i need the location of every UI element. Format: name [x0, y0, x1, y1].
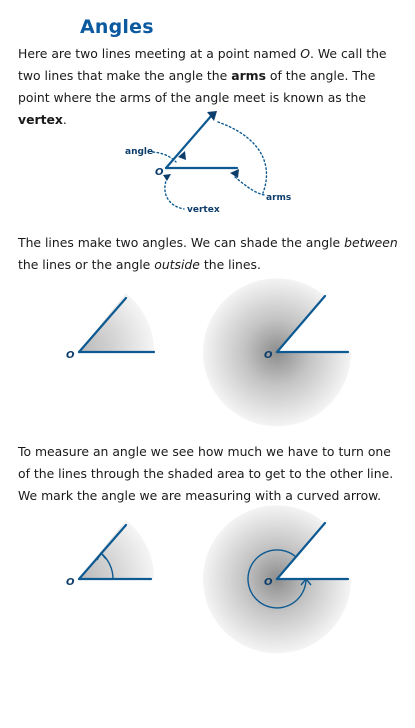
arms-pointer-lower [235, 177, 265, 195]
shading-paragraph: The lines make two angles. We can shade the angle between the lines or the angle outside the lines. [18, 235, 398, 272]
right-o-label: O [264, 577, 273, 588]
intro-paragraph: Here are two lines meeting at a point named O. We call the two lines that make the angle the arms of the angle. The point where the arms of the angle meet is known as the vertex. [18, 46, 387, 127]
left-o-label: O [66, 350, 75, 361]
arms-label: arms [266, 193, 292, 203]
measuring-paragraph: To measure an angle we see how much we have to turn one of the lines through the shaded area to get to the other line. We mark the angle we are measuring with a curved arrow. [18, 444, 394, 503]
right-o-label: O [264, 350, 273, 361]
vertex-marker [163, 174, 171, 181]
inside-angle-shading [79, 293, 154, 352]
shaded-angles-diagram [0, 280, 415, 430]
page-title: Angles [80, 16, 154, 38]
inside-angle-shading [79, 520, 154, 579]
o-label: O [155, 167, 164, 178]
left-o-label: O [66, 577, 75, 588]
vertex-label: vertex [187, 205, 220, 215]
angle-parts-diagram [0, 105, 415, 220]
angle-label: angle [125, 147, 154, 157]
vertex-pointer [165, 178, 184, 209]
measured-angles-diagram [0, 508, 415, 658]
